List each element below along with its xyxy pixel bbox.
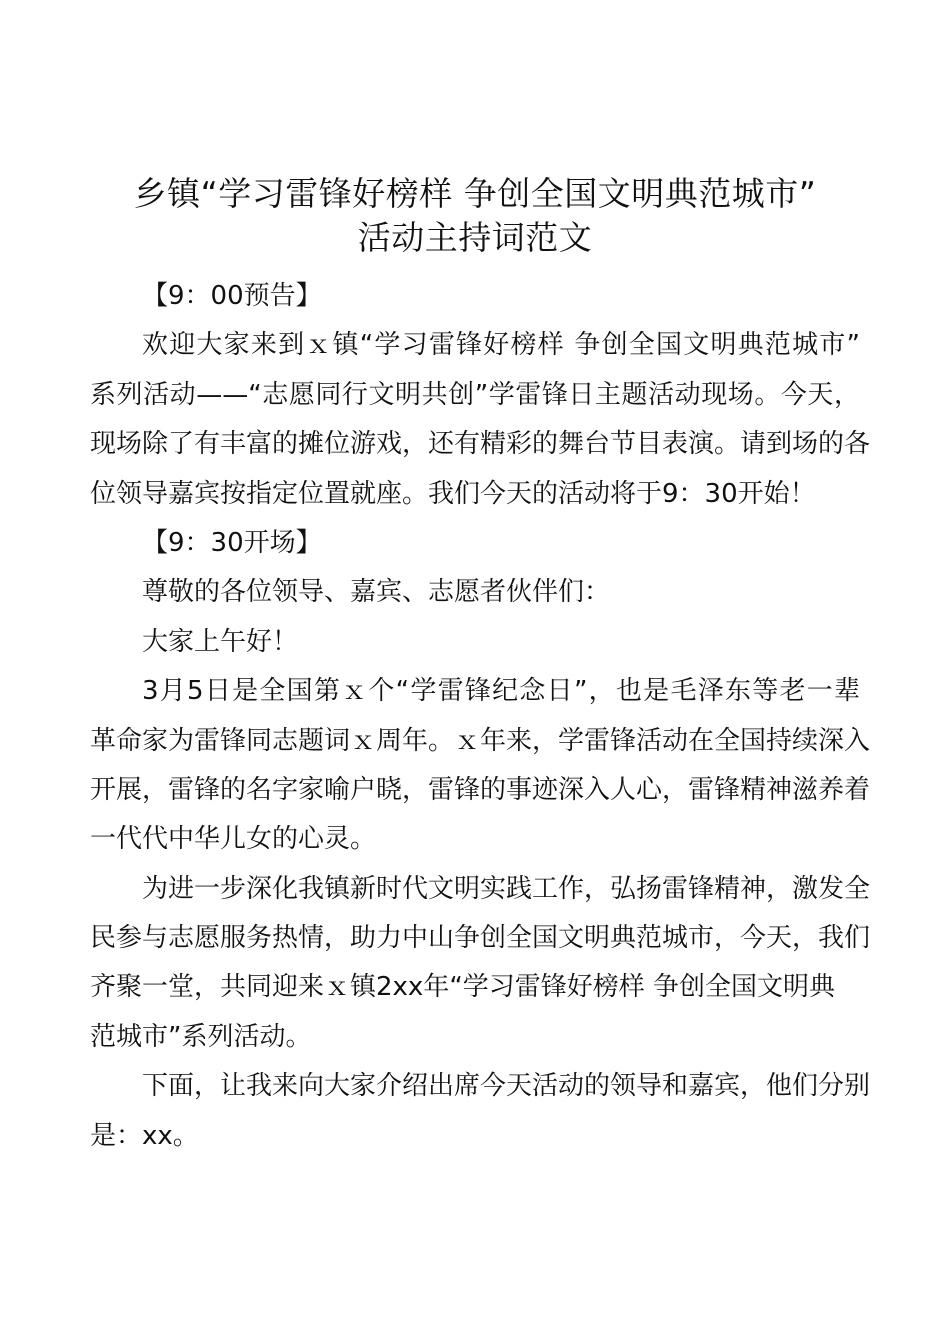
paragraph-line: 是：xx。 [90,1120,199,1151]
paragraph-line: 开展，雷锋的名字家喻户晓，雷锋的事迹深入人心，雷锋精神滋养着 [90,774,871,805]
document-title-line-1: 乡镇“学习雷锋好榜样 争创全国文明典范城市” [133,174,817,213]
paragraph-line: 3月5日是全国第ｘ个“学雷锋纪念日”，也是毛泽东等老一辈 [142,676,860,707]
section-marker-opening: 【9：30开场】 [142,527,322,558]
paragraph-line: 民参与志愿服务热情，助力中山争创全国文明典范城市，今天，我们 [90,923,871,954]
paragraph-line: 一代代中华儿女的心灵。 [90,824,377,855]
document-title-line-2: 活动主持词范文 [357,218,593,257]
paragraph-line: 下面，让我来向大家介绍出席今天活动的领导和嘉宾，他们分别 [142,1071,871,1102]
paragraph-line: 范城市”系列活动。 [90,1021,312,1052]
greeting-line: 大家上午好！ [142,626,299,657]
greeting-line: 尊敬的各位领导、嘉宾、志愿者伙伴们： [142,577,611,608]
paragraph-line: 齐聚一堂，共同迎来ｘ镇2xx年“学习雷锋好榜样 争创全国文明典 [90,972,836,1003]
paragraph-line: 系列活动——“志愿同行文明共创”学雷锋日主题活动现场。今天， [90,379,860,410]
paragraph-line: 革命家为雷锋同志题词ｘ周年。ｘ年来，学雷锋活动在全国持续深入 [90,725,871,756]
paragraph-line: 位领导嘉宾按指定位置就座。我们今天的活动将于9：30开始！ [90,478,816,509]
document-body [90,272,871,1161]
section-marker-preview: 【9：00预告】 [142,281,322,311]
paragraph-line: 现场除了有丰富的摊位游戏，还有精彩的舞台节目表演。请到场的各 [90,429,871,460]
paragraph-line: 为进一步深化我镇新时代文明实践工作，弘扬雷锋精神，激发全 [142,873,871,904]
paragraph-line: 欢迎大家来到ｘ镇“学习雷锋好榜样 争创全国文明典范城市” [142,330,860,361]
